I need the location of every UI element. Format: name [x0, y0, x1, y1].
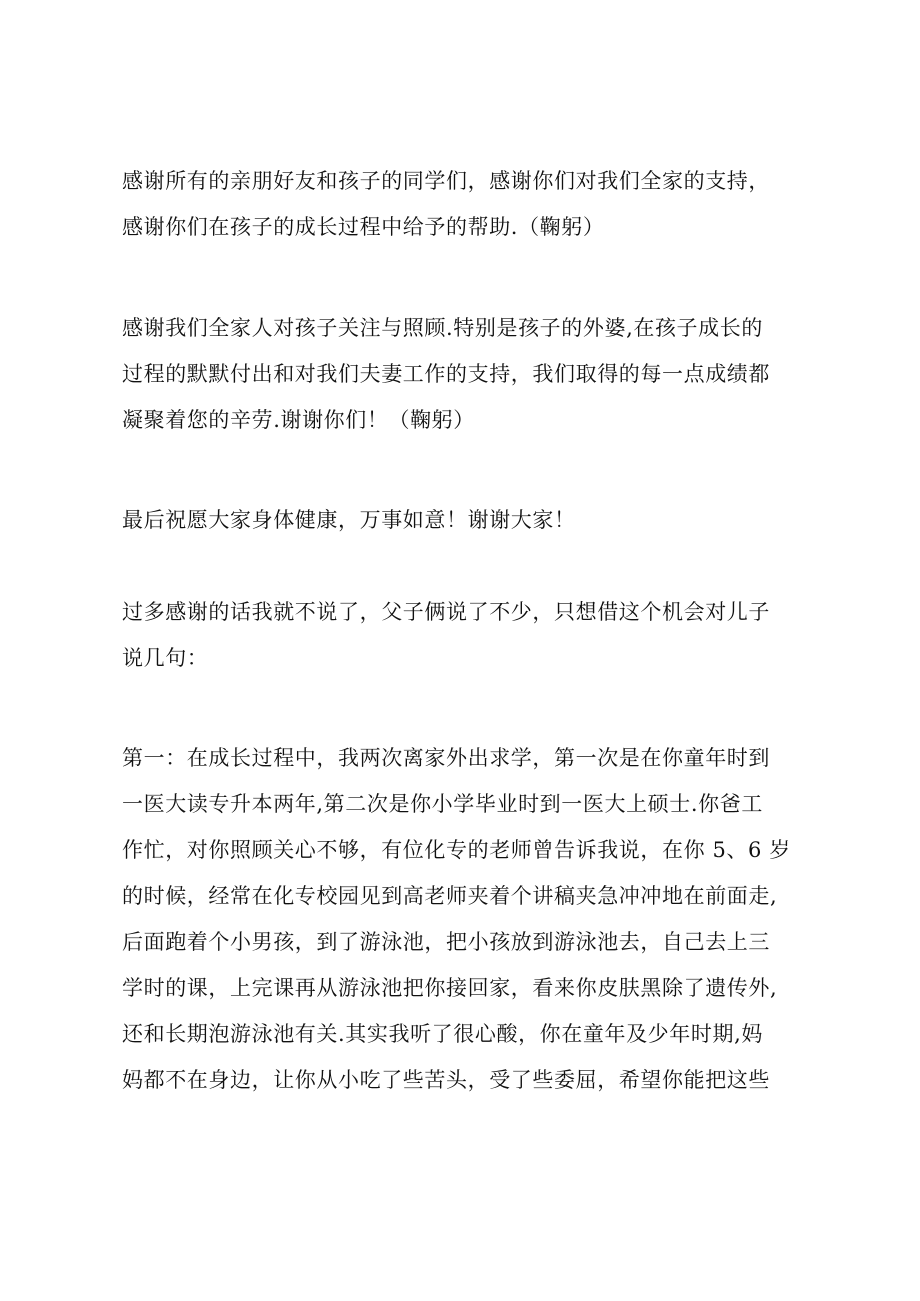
paragraph-closing-wishes [122, 497, 822, 543]
text-line: 后面跑着个小男孩，到了游泳池，把小孩放到游泳池去，自己去上三 [122, 930, 770, 954]
text-line: 学时的课，上完课再从游泳池把你接回家，看来你皮肤黑除了遗传外, [122, 976, 778, 1000]
text-line: 最后祝愿大家身体健康，万事如意！谢谢大家！ [122, 508, 576, 532]
paragraph-first-point [122, 735, 822, 1103]
paragraph-to-son-intro [122, 589, 822, 681]
text-line: 感谢我们全家人对孩子关注与照顾.特别是孩子的外婆,在孩子成长的 [122, 316, 763, 340]
text-line: 过多感谢的话我就不说了，父子俩说了不少，只想借这个机会对儿子 [122, 600, 770, 624]
text-line: 作忙，对你照顾关心不够，有位化专的老师曾告诉我说，在你 5、6 岁 [122, 838, 791, 862]
text-line: 一医大读专升本两年,第二次是你小学毕业时到一医大上硕士.你爸工 [122, 792, 763, 816]
text-line: 还和长期泡游泳池有关.其实我听了很心酸，你在童年及少年时期,妈 [122, 1022, 763, 1046]
text-line: 说几句： [122, 646, 209, 670]
text-line: 感谢你们在孩子的成长过程中给予的帮助.（鞠躬） [122, 215, 605, 239]
paragraph-thanks-friends [122, 158, 822, 250]
paragraph-thanks-family [122, 305, 822, 443]
text-line: 凝聚着您的辛劳.谢谢你们！（鞠躬） [122, 408, 475, 432]
text-line: 第一：在成长过程中，我两次离家外出求学，第一次是在你童年时到 [122, 746, 770, 770]
text-line: 感谢所有的亲朋好友和孩子的同学们，感谢你们对我们全家的支持， [122, 169, 770, 193]
text-line: 的时候，经常在化专校园见到高老师夹着个讲稿夹急冲冲地在前面走, [122, 884, 778, 908]
text-line: 过程的默默付出和对我们夫妻工作的支持，我们取得的每一点成绩都 [122, 362, 770, 386]
text-line: 妈都不在身边，让你从小吃了些苦头，受了些委屈，希望你能把这些 [122, 1068, 770, 1092]
